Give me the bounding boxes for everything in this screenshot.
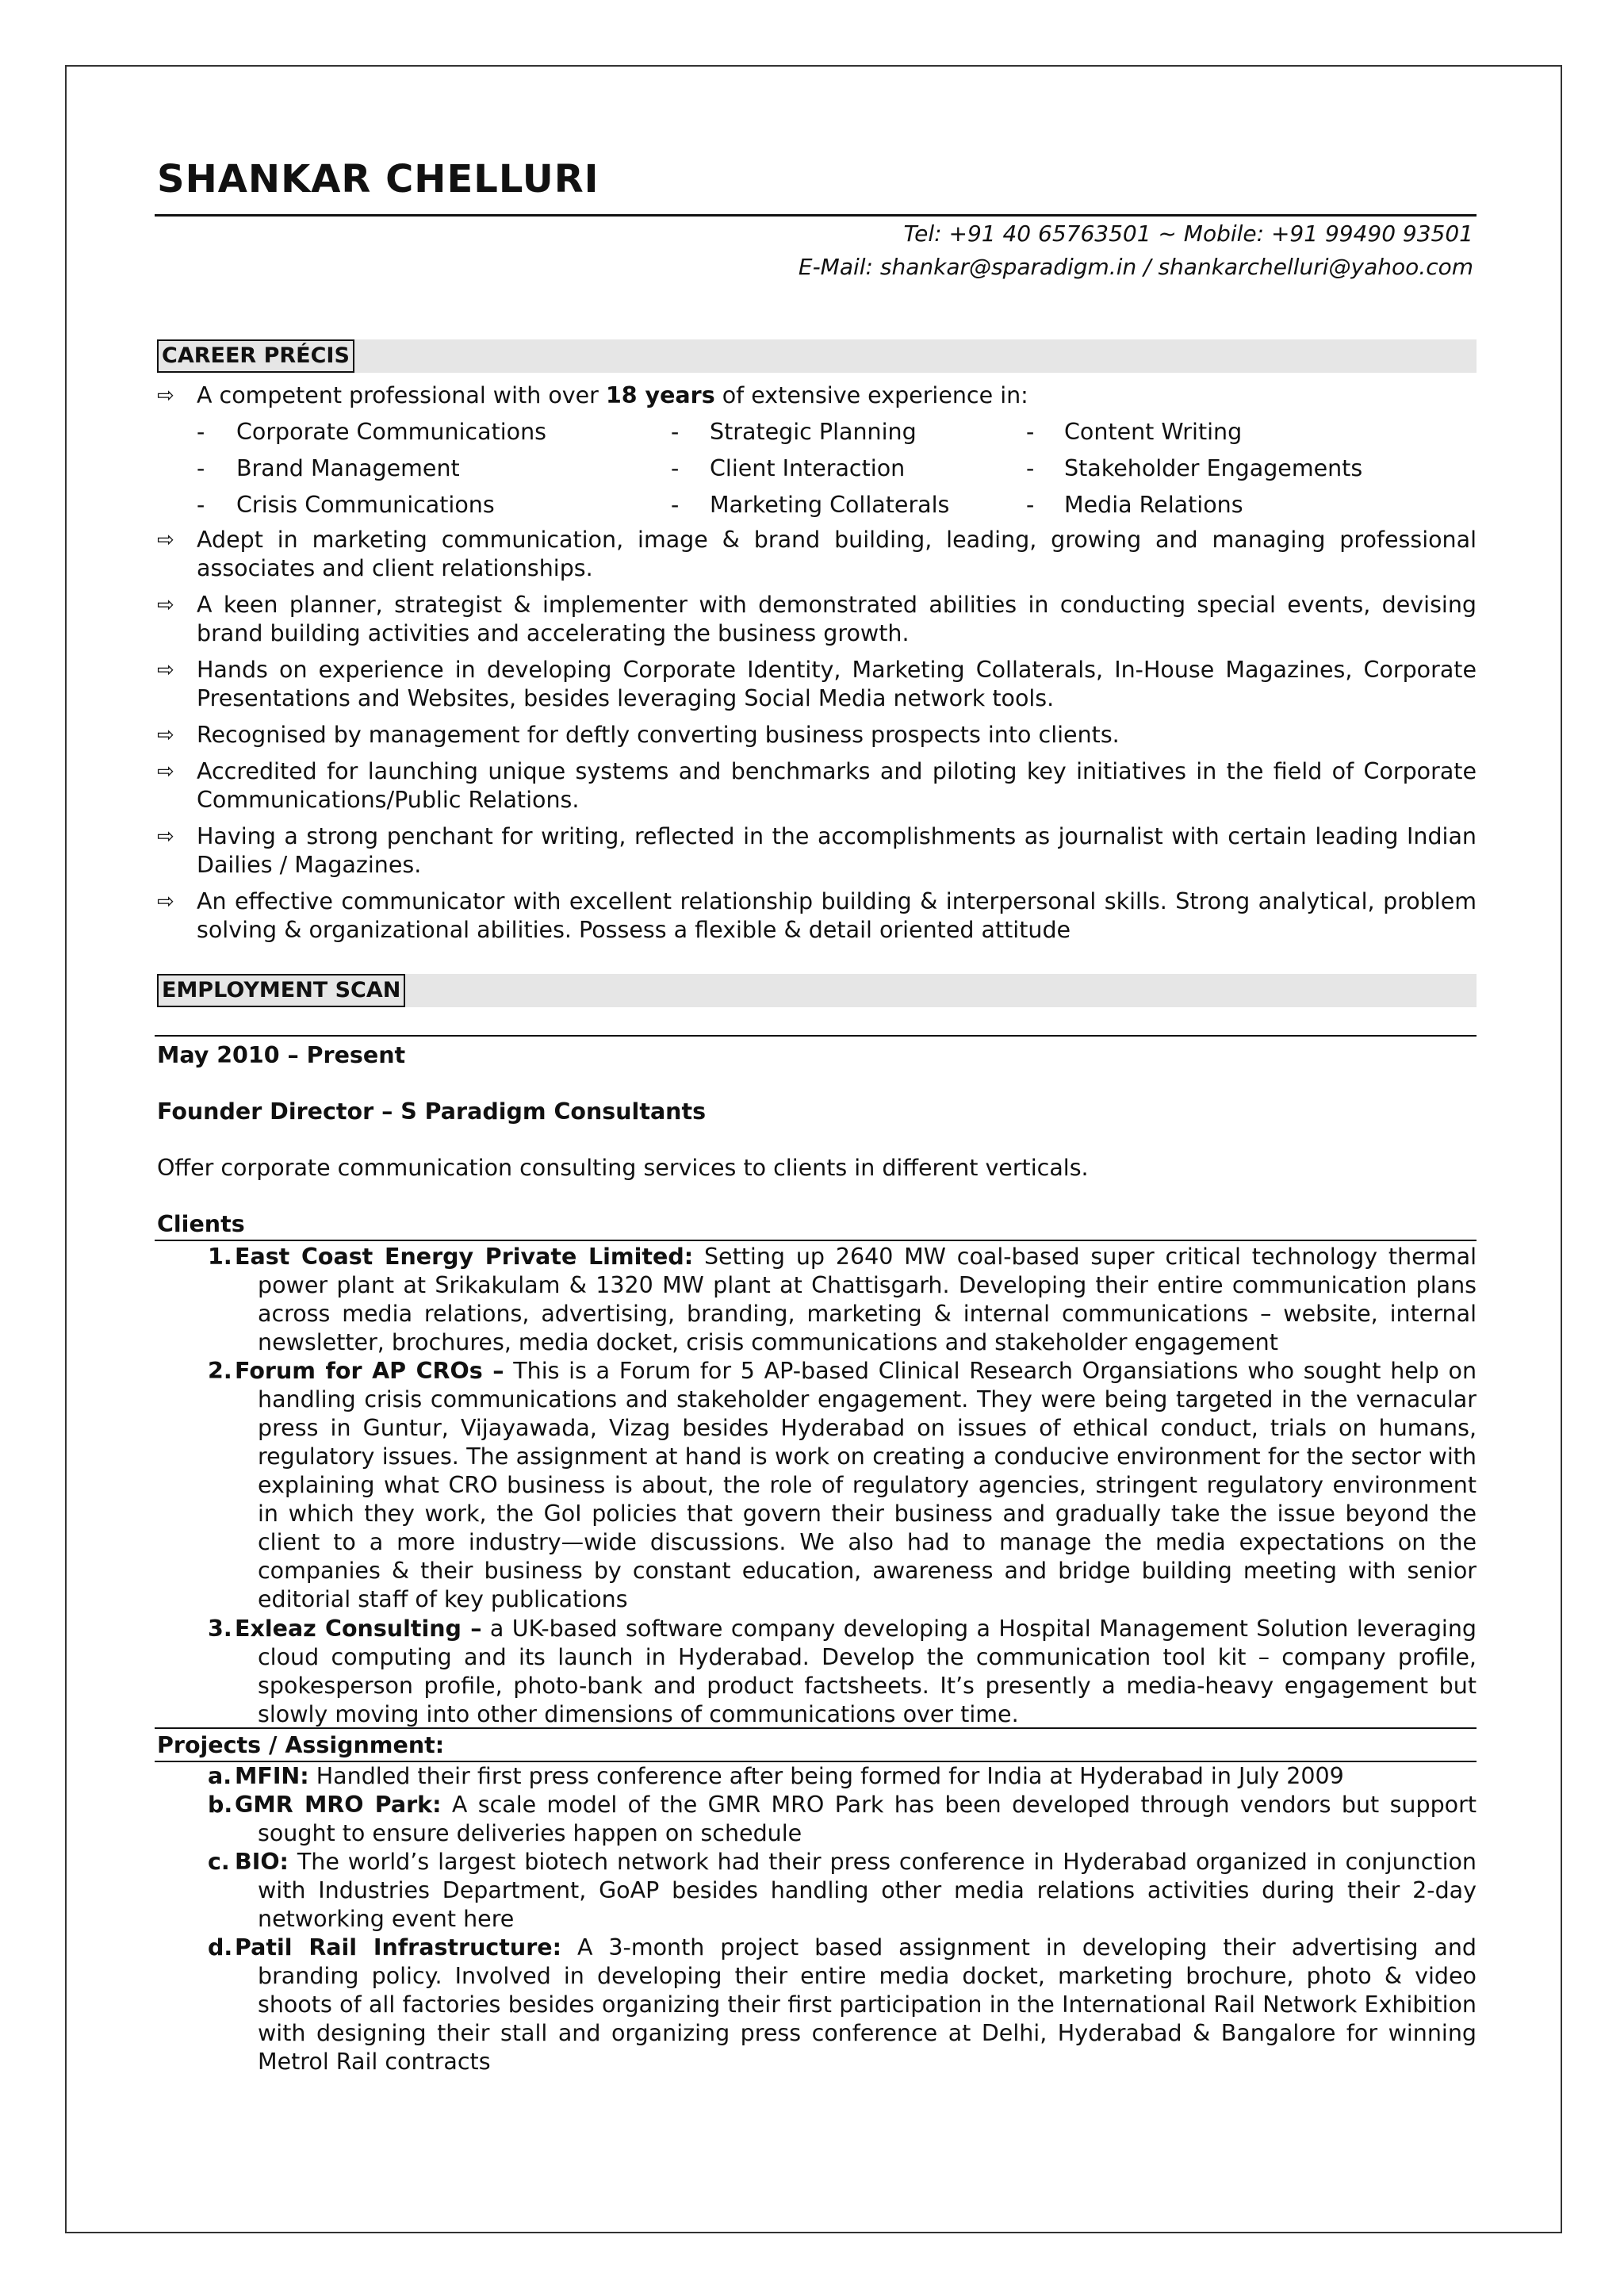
career-bullet-text: An effective communicator with excellent relationship building & interpersonal skills. Strong analytical, problem solving & organizational abilities. Possess a flexible & detail oriented attitude [197,888,1477,943]
name-divider [155,214,1477,217]
career-bullet [157,721,1477,749]
skill-item: Content Writing [1064,419,1243,445]
candidate-name: SHANKAR CHELLURI [157,157,599,201]
skill-item: Client Interaction [710,455,906,481]
arrow-icon: ⇨ [157,723,174,747]
career-section-title: CAREER PRÉCIS [157,339,354,373]
projects-item-number: d. [208,1934,233,1961]
arrow-icon: ⇨ [157,825,174,849]
clients-item [157,1243,1477,1357]
career-bullet [157,656,1477,713]
projects-top-divider [155,1727,1477,1729]
skill-dash: - [1026,455,1035,481]
career-section-bar [157,339,1477,373]
clients-item-text: Setting up 2640 MW coal-based super critical technology thermal power plant at Srikakulam & 1320 MW plant at Chattisgarh. Developing their entire communication plans across media relations, advertising, branding, marketing & internal communications – website, internal newsletter, brochures, media docket, crisis communications and stakeholder engagement [258,1244,1477,1355]
skill-dash: - [197,419,205,445]
clients-item-number: 3. [208,1616,232,1642]
projects-item-number: c. [208,1849,230,1875]
clients-item [157,1357,1477,1614]
email-line: E-Mail: shankar@sparadigm.in / shankarchelluri@yahoo.com [798,254,1473,280]
career-bullet [157,526,1477,583]
projects-item-body [235,1934,1477,2076]
phone-line: Tel: +91 40 65763501 ~ Mobile: +91 99490 93501 [903,220,1473,247]
projects-item-number: b. [208,1792,233,1818]
clients-item-name: Exleaz Consulting – [235,1616,482,1642]
skill-dash: - [671,455,680,481]
projects-item-body [235,1791,1477,1848]
projects-item-text: Handled their first press conference after being formed for India at Hyderabad in July 2009 [308,1763,1344,1789]
projects-item-body [235,1848,1477,1934]
projects-item-text: A 3-month project based assignment in developing their advertising and branding policy. Involved in developing their entire media docket, marketing brochure, photo & video shoots of all factories besides organizing their first participation in the International Rail Network Exhibition with designing their stall and organizing press conference at Delhi, Hyderabad & Bangalore for winning Metrol Rail contracts [258,1934,1477,2075]
career-bullet [157,757,1477,815]
projects-item-body [235,1762,1477,1791]
employment-period: May 2010 – Present [157,1042,406,1068]
career-bullet-text: Recognised by management for deftly converting business prospects into clients. [197,722,1120,748]
skill-item: Strategic Planning [710,419,917,445]
clients-item-number: 1. [208,1244,232,1270]
career-bullet-text: Accredited for launching unique systems and benchmarks and piloting key initiatives in the field of Corporate Communications/Public Relations. [197,758,1477,813]
period-divider [155,1035,1477,1037]
arrow-icon: ⇨ [157,593,174,617]
skill-dash: - [1026,419,1035,445]
clients-item-text: a UK-based software company developing a Hospital Management Solution leveraging cloud computing and its launch in Hyderabad. Develop the communication tool kit – company profile, spokesperson profile, photo-bank and product factsheets. It’s presently a media-heavy engagement but slowly moving into other dimensions of communications over time. [258,1616,1477,1727]
projects-item-name: GMR MRO Park: [235,1792,442,1818]
employment-section-title: EMPLOYMENT SCAN [157,974,405,1007]
projects-item [157,1762,1477,1791]
employment-summary: Offer corporate communication consulting services to clients in different verticals. [157,1155,1089,1181]
clients-item-number: 2. [208,1358,232,1384]
career-bullet [157,822,1477,880]
projects-item-name: Patil Rail Infrastructure: [235,1934,561,1961]
clients-item-name: Forum for AP CROs – [235,1358,504,1384]
career-bullet [157,591,1477,648]
arrow-icon: ⇨ [157,384,174,408]
employment-role: Founder Director – S Paradigm Consultants [157,1098,707,1125]
skill-dash: - [671,492,680,518]
clients-item-body [235,1357,1477,1614]
clients-item-text: This is a Forum for 5 AP-based Clinical Research Organsiations who sought help on handling crisis communications and stakeholder engagement. They were being targeted in the vernacular press in Guntur, Vijayawada, Vizag besides Hyderabad on issues of ethical conduct, trials on humans, regulatory issues. The assignment at hand is work on creating a conducive environment for the sector with explaining what CRO business is about, the role of regulatory agencies, stringent regulatory environment in which they work, the GoI policies that govern their business and gradually take the issue beyond the client to a more industry—wide discussions. We also had to manage the media expectations on the companies & their business by constant education, awareness and bridge building meeting with senior editorial staff of key publications [258,1358,1477,1612]
arrow-icon: ⇨ [157,658,174,682]
projects-item-text: The world’s largest biotech network had their press conference in Hyderabad organized in conjunction with Industries Department, GoAP besides handling other media relations activities during their 2-day networking event here [258,1849,1477,1932]
skill-dash: - [197,492,205,518]
career-bullet [157,887,1477,945]
clients-item [157,1615,1477,1729]
career-bullet-text: Hands on experience in developing Corporate Identity, Marketing Collaterals, In-House Magazines, Corporate Presentations and Websites, besides leveraging Social Media network tools. [197,657,1477,711]
clients-item-body [235,1615,1477,1729]
arrow-icon: ⇨ [157,760,174,784]
career-intro: ⇨ A competent professional with over 18 years of extensive experience in: [157,382,1028,408]
skill-dash: - [671,419,680,445]
skill-item: Stakeholder Engagements [1064,455,1363,481]
projects-item-name: MFIN: [235,1763,309,1789]
arrow-icon: ⇨ [157,890,174,914]
experience-years: 18 years [605,382,715,408]
clients-title: Clients [157,1211,245,1237]
skill-dash: - [1026,492,1035,518]
career-bullet-text: Having a strong penchant for writing, reflected in the accomplishments as journalist with certain leading Indian Dailies / Magazines. [197,823,1477,878]
skill-dash: - [197,455,205,481]
skill-item: Marketing Collaterals [710,492,950,518]
clients-divider [155,1240,1477,1241]
arrow-icon: ⇨ [157,528,174,552]
projects-item [157,1791,1477,1848]
projects-item [157,1934,1477,2076]
clients-item-name: East Coast Energy Private Limited: [235,1244,694,1270]
skill-item: Brand Management [236,455,460,481]
projects-item-name: BIO: [235,1849,289,1875]
skill-item: Corporate Communications [236,419,547,445]
clients-item-body [235,1243,1477,1357]
skill-item: Media Relations [1064,492,1243,518]
projects-title: Projects / Assignment: [157,1732,445,1758]
projects-item [157,1848,1477,1934]
skill-item: Crisis Communications [236,492,495,518]
projects-item-number: a. [208,1763,232,1789]
career-bullet-text: Adept in marketing communication, image & brand building, leading, growing and managing professional associates and client relationships. [197,527,1477,581]
projects-item-text: A scale model of the GMR MRO Park has been developed through vendors but support sought to ensure deliveries happen on schedule [258,1792,1477,1846]
career-bullet-text: A keen planner, strategist & implementer with demonstrated abilities in conducting special events, devising brand building activities and accelerating the business growth. [197,592,1477,646]
